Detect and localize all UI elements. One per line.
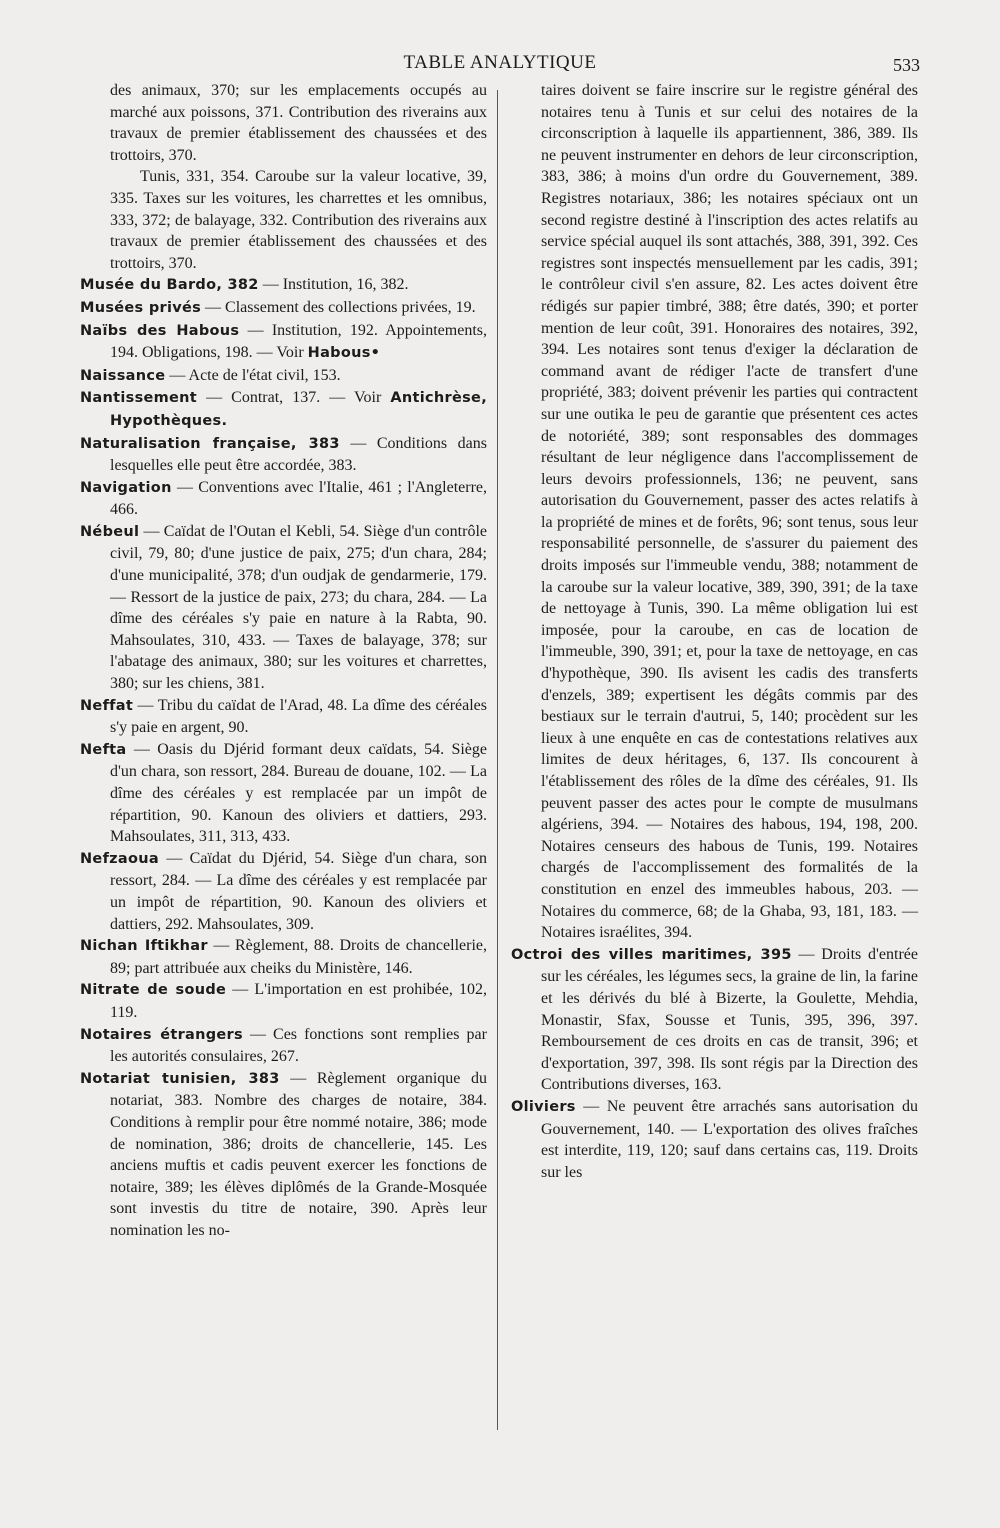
cross-reference: Habous•	[307, 345, 381, 362]
entry-heading: Nefzaoua	[80, 850, 159, 867]
index-entry	[80, 320, 487, 365]
index-entry	[80, 739, 487, 848]
entry-text: — Institution, 192. Appointements, 194. Obligations, 198. — Voir	[110, 321, 488, 362]
entry-text: — Tribu du caïdat de l'Arad, 48. La dîme des céréales s'y paie en argent, 90.	[110, 696, 487, 737]
entry-text: — Acte de l'état civil, 153.	[165, 366, 341, 384]
index-entry	[80, 848, 487, 935]
entry-text: — Conventions avec l'Italie, 461 ; l'Angleterre, 466.	[110, 478, 487, 519]
index-entry	[511, 1096, 918, 1183]
continued-text: Tunis, 331, 354. Caroube sur la valeur locative, 39, 335. Taxes sur les voitures, les charrettes et les omnibus, 333, 372; de balayage, 332. Contribution des riverains aux travaux de premier établissement des chaussées et des trottoirs, 370.	[110, 168, 487, 272]
entry-heading: Navigation	[80, 479, 172, 496]
entry-text: — Ne peuvent être arrachés sans autorisation du Gouvernement, 140. — L'exportation des olives fraîches est interdite, 119, 120; sauf dans certains cas, 119. Droits sur les	[541, 1097, 918, 1181]
running-header	[0, 52, 1000, 78]
continued-text: taires doivent se faire inscrire sur le registre général des notaires tenu à Tunis et sur celui des notaires de la circonscription à laquelle ils appartiennent, 386, 389. Ils ne peuvent instrumenter en dehors de leur circonscription, 383, 386; à moins d'un ordre du Gouvernement, 389. Registres notariaux, 386; les notaires spéciaux ont un second registre destiné à l'inscription des actes relatifs au service spécial auquel ils sont attachés, 388, 391, 392. Ces registres sont inspectés mensuellement par les cadis, 391; le contrôleur civil s'en assure, 82. Les actes doivent être rédigés sur papier timbré, 388; être datés, 390; et porter mention de leur coût, 391. Honoraires des notaires, 392, 394. Les notaires sont tenus d'exiger la déclaration de command avant de rédiger l'acte de transfert d'une propriété, 383; doivent prévenir les parties qui contractent sur une outika le peu de garantie que présentent ces actes de notoriété, 389; sont responsables des dommages résultant de leur négligence dans l'accomplissement de leurs devoirs professionnels, 136; ne peuvent, sans autorisation du Gouvernement, passer des actes relatifs à la propriété de mines et de forêts, 96; sont tenus, sous leur responsabilité personnelle, de s'assurer du paiement des droits imposés sur l'immeuble vendu, 388; notamment de la caroube sur la valeur locative, 389, 390, 391; de la taxe de nettoyage à Tunis, 390. La même obligation lui est imposée, pour la caroube, en cas de location de l'immeuble, 390, 391; et, pour la taxe de nettoyage, en cas d'hypothèque, 390. Ils avisent les cadis des transferts d'enzels, 389; expertisent les dégâts commis par des bestiaux sur le terrain d'autrui, 5, 140; procèdent sur les lieux à une enquête en cas de contestations relatives aux limites de deux héritages, 6, 137. Ils concourent à l'établissement des rôles de la dîme des céréales, 91. Ils peuvent passer des actes pour le compte de musulmans algériens, 394. — Notaires des habous, 194, 198, 200. Notaires censeurs des habous de Tunis, 199. Notaires chargés de l'accomplissement des formalités de la constitution en enzel des immeubles habous, 203. — Notaires du commerce, 68; de la Ghaba, 93, 181, 183. — Notaires israélites, 394.	[541, 82, 918, 942]
entry-heading: Octroi des villes maritimes, 395	[511, 946, 792, 963]
entry-text: — L'importation en est prohibée, 102, 119.	[110, 981, 487, 1021]
entry-heading: Notaires étrangers	[80, 1026, 243, 1043]
entry-heading: Neffat	[80, 697, 134, 714]
index-entry	[80, 274, 487, 297]
entry-text: — Règlement, 88. Droits de chancellerie, 89; part attribuée aux cheiks du Ministère, 146.	[110, 937, 488, 977]
index-entry	[80, 365, 487, 388]
entry-heading: Nantissement	[80, 390, 198, 407]
entry-heading: Oliviers	[511, 1098, 576, 1115]
index-entry	[80, 935, 487, 979]
entry-text: — Droits d'entrée sur les céréales, les légumes secs, la graine de lin, la farine et les dérivés du blé à Bizerte, la Goulette, Mehdia, Monastir, Sfax, Sousse et Tunis, 395, 396, 397. Remboursement de ces droits en cas de transit, 396; et d'exportation, 397, 398. Ils sont régis par la Direction des Contributions diverses, 163.	[541, 945, 918, 1094]
index-entry	[80, 297, 487, 320]
continued-text: des animaux, 370; sur les emplacements occupés au marché aux poissons, 371. Contribution des riverains aux travaux de premier établissement des chaussées et des trottoirs, 370.	[110, 82, 487, 164]
entry-text: — Caïdat de l'Outan el Kebli, 54. Siège d'un contrôle civil, 79, 80; d'une justice de paix, 275; d'un chara, 284; d'une municipalité, 378; d'un oudjak de gendarmerie, 179. — Ressort de la justice de paix, 273; du chara, 284. — La dîme des céréales s'y paie en nature à la Rabta, 90. Mahsoulates, 310, 433. — Taxes de balayage, 378; sur l'abatage des animaux, 380; sur les voitures et charrettes, 380; sur les chiens, 381.	[110, 522, 487, 693]
entry-heading: Notariat tunisien, 383	[80, 1070, 280, 1087]
entry-text: — Classement des collections privées, 19.	[201, 298, 476, 316]
entry-text: — Conditions dans lesquelles elle peut être accordée, 383.	[110, 434, 488, 475]
entry-heading: Naïbs des Habous	[80, 322, 240, 339]
index-entry	[80, 477, 487, 521]
entry-heading: Nefta	[80, 741, 127, 758]
entry-heading: Nébeul	[80, 523, 140, 540]
index-entry	[80, 695, 487, 739]
entry-heading: Musées privés	[80, 299, 202, 316]
entry-text: — Règlement organique du notariat, 383. Nombre des charges de notaire, 384. Conditions à remplir pour être nommé notaire, 386; mode de nomination, 386; droits de chancellerie, 145. Les anciens muftis et cadis peuvent exercer les fonctions de notaire, 389; les élèves diplômés de la Grande-Mosquée sont investis du titre de notaire, 390. Après leur nomination les no-	[110, 1069, 487, 1239]
left-column	[80, 80, 487, 1241]
page-number: 533	[893, 55, 920, 75]
column-divider	[497, 90, 498, 1430]
entry-heading: Naturalisation française, 383	[80, 435, 340, 452]
entry-heading: Nichan Iftikhar	[80, 938, 208, 955]
index-entry	[80, 979, 487, 1023]
entry-text: — Contrat, 137. — Voir	[197, 389, 391, 407]
entry-heading: Naissance	[80, 367, 166, 384]
entry-text: — Caïdat du Djérid, 54. Siège d'un chara, son ressort, 284. — La dîme des céréales y est remplacée par un impôt de répartition, 90. Kanoun des oliviers et dattiers, 292. Mahsoulates, 309.	[110, 849, 487, 933]
page-title: TABLE ANALYTIQUE	[403, 52, 597, 73]
index-entry	[80, 387, 487, 432]
index-entry	[80, 1068, 487, 1242]
entry-text: — Ces fonctions sont remplies par les autorités consulaires, 267.	[110, 1025, 487, 1066]
index-entry	[80, 433, 487, 477]
index-entry	[511, 944, 918, 1096]
index-entry	[80, 1024, 487, 1068]
entry-text: — Oasis du Djérid formant deux caïdats, 54. Siège d'un chara, son ressort, 284. Bureau de douane, 102. — La dîme des céréales y est remplacée par un impôt de répartition, 90. Kanoun des oliviers et dattiers, 293. Mahsoulates, 311, 313, 433.	[110, 740, 487, 846]
right-column	[511, 80, 918, 1183]
cross-reference: Antichrèse, Hypothèques.	[110, 390, 487, 429]
entry-text: — Institution, 16, 382.	[258, 276, 409, 294]
entry-heading: Nitrate de soude	[80, 982, 227, 999]
index-entry	[80, 521, 487, 695]
entry-heading: Musée du Bardo, 382	[80, 277, 259, 294]
